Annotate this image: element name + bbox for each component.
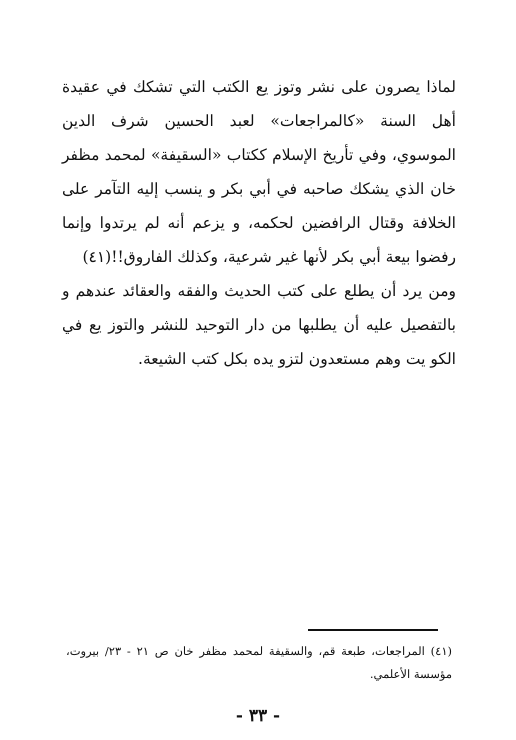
footnote-divider [308,629,438,631]
page-number: - ٣٣ - [235,706,281,726]
main-text [62,70,456,376]
paragraph-2: ومن يرد أن يطلع على كتب الحديث والفقه والعقائد عندهم و بالتفصيل عليه أن يطلبها من دار التوحيد للنشر والتوز يع في الكو يت وهم مستعدون لتزو يده بكل كتب الشيعة. [62,282,456,368]
paragraph-1: لماذا يصرون على نشر وتوز يع الكتب التي تشكك في عقيدة أهل السنة «كالمراجعات» لعبد الحسين شرف الدين الموسوي، وفي تأريخ الإسلام ككتاب «السقيفة» لمحمد مظفر خان الذي يشكك صاحبه في أبي بكر و ينسب إليه التآمر على الخلافة وقتال الرافضين لحكمه، و يزعم أنه لم يرتدوا وإنما رفضوا بيعة أبي بكر لأنها غير شرعية، وكذلك الفاروق!!(٤١) [62,78,456,266]
footnote: (٤١) المراجعات، طبعة قم، والسقيفة لمحمد مظفر خان ص ٢١ - ٢٣/ بيروت، مؤسسة الأعلمي. [66,644,453,681]
